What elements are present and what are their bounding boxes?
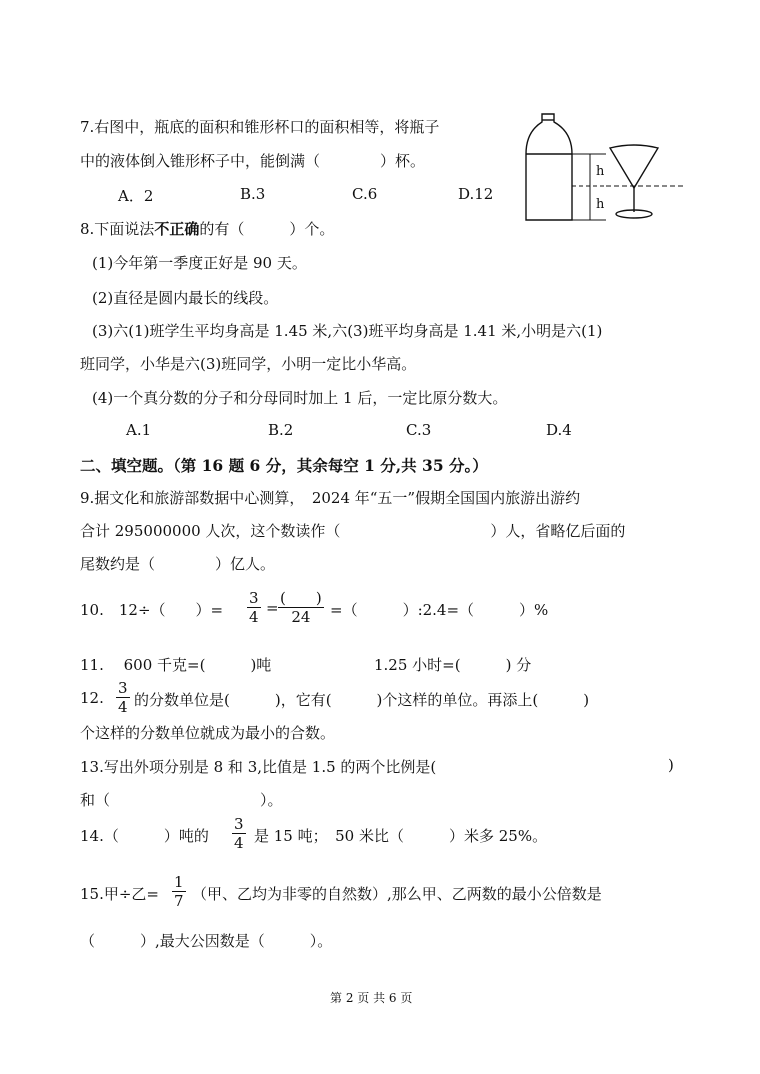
q8-item-4: (4)一个真分数的分子和分母同时加上 1 后，一定比原分数大。	[92, 389, 508, 407]
q15-start: 15.甲÷乙=	[80, 885, 159, 903]
q13-line2: 和（ ）。	[80, 791, 283, 809]
q15-line2: （ ）,最大公因数是（ ）。	[80, 932, 333, 950]
q15-rest: （甲、乙均为非零的自然数）,那么甲、乙两数的最小公倍数是	[192, 885, 602, 903]
bottle-cone-figure	[520, 108, 690, 228]
q7-option-a: A．2	[118, 187, 154, 205]
q10-equals: =	[266, 599, 279, 617]
q12-prefix: 12.	[80, 689, 104, 707]
q10-start: 10. 12÷（ ）=	[80, 601, 224, 619]
q14-start: 14.（ ）吨的	[80, 827, 209, 845]
q12-frac-num: 3	[118, 679, 128, 697]
q8-option-a: A.1	[126, 421, 152, 439]
q15-frac-num: 1	[174, 873, 184, 891]
q8-option-b: B.2	[268, 421, 294, 439]
q11-part1: 11. 600 千克=( )吨	[80, 656, 272, 674]
q10-frac2-den: 24	[291, 608, 311, 626]
q15-frac-den: 7	[174, 892, 184, 910]
q10-frac2-num: ( )	[280, 589, 322, 607]
q8-stem	[80, 218, 334, 239]
q8-item-2: (2)直径是圆内最长的线段。	[92, 289, 279, 307]
q8-emphasis: 不正确	[154, 220, 200, 238]
q8-option-d: D.4	[546, 421, 572, 439]
q7-option-c: C.6	[352, 185, 378, 203]
q7-line2: 中的液体倒入锥形杯子中，能倒满（ ）杯。	[80, 152, 426, 170]
bottle-shape	[526, 114, 572, 220]
q12-fraction	[116, 680, 130, 715]
q15-fraction	[172, 874, 186, 909]
section-2-title: 二、填空题。（第 16 题 6 分，其余每空 1 分,共 35 分。）	[80, 456, 488, 475]
q9-line3: 尾数约是（ ）亿人。	[80, 555, 276, 573]
q8-option-c: C.3	[406, 421, 432, 439]
q10-end: =（ ）:2.4=（ ）%	[330, 601, 549, 619]
q12-frac-den: 4	[118, 698, 128, 716]
page-footer: 第 2 页 共 6 页	[330, 991, 413, 1005]
h-label-top: h	[596, 164, 605, 179]
q8-prefix: 8.下面说法	[80, 220, 155, 238]
q9-line1: 9.据文化和旅游部数据中心测算， 2024 年“五一”假期全国国内旅游出游约	[80, 489, 581, 507]
q14-frac-den: 4	[234, 834, 244, 852]
q14-frac-num: 3	[234, 815, 244, 833]
q8-item-1: (1)今年第一季度正好是 90 天。	[92, 254, 307, 272]
q14-fraction	[232, 816, 246, 851]
q7-line1: 7.右图中，瓶底的面积和锥形杯口的面积相等，将瓶子	[80, 118, 440, 136]
q9-line2: 合计 295000000 人次，这个数读作（ ）人，省略亿后面的	[80, 522, 626, 540]
q8-item-3-cont: 班同学，小华是六(3)班同学，小明一定比小华高。	[80, 355, 417, 373]
q13-line1: 13.写出外项分别是 8 和 3,比值是 1.5 的两个比例是(	[80, 758, 437, 776]
h-label-bottom: h	[596, 197, 605, 212]
q10-fraction-1	[247, 590, 261, 625]
q7-option-d: D.12	[458, 185, 494, 203]
q14-rest: 是 15 吨； 50 米比（ ）米多 25%。	[254, 827, 548, 845]
q7-option-b: B.3	[240, 185, 266, 203]
q10-frac1-den: 4	[249, 608, 259, 626]
q11-part2: 1.25 小时=( ) 分	[374, 656, 532, 674]
q8-suffix: 的有（ ）个。	[199, 220, 335, 238]
q12-line1-rest: 的分数单位是( )，它有( )个这样的单位。再添上( )	[134, 691, 590, 709]
q13-line1-close: )	[668, 756, 674, 774]
q10-fraction-2	[278, 590, 324, 625]
q8-item-3: (3)六(1)班学生平均身高是 1.45 米,六(3)班平均身高是 1.41 米,小明是六(1)	[92, 322, 603, 340]
q12-line2: 个这样的分数单位就成为最小的合数。	[80, 724, 336, 742]
cone-glass-shape	[610, 145, 658, 188]
q10-frac1-num: 3	[249, 589, 259, 607]
